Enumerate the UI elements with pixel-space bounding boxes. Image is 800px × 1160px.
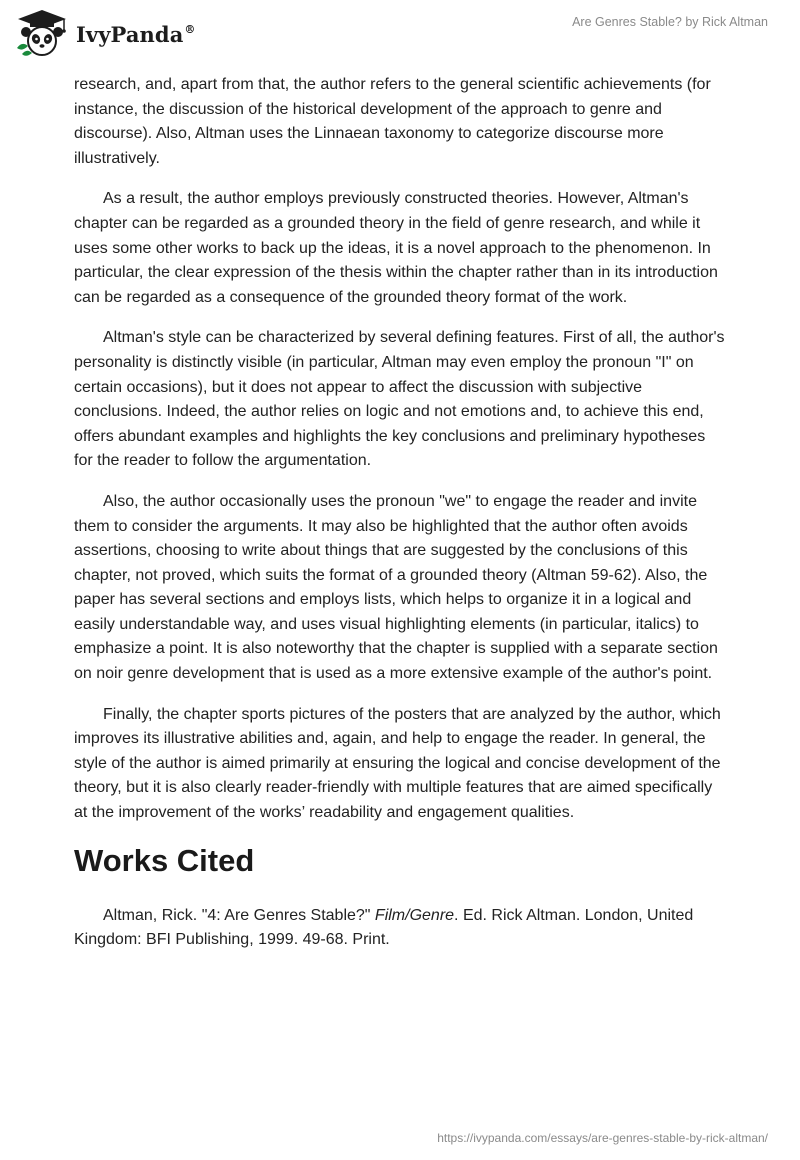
citation-publication: . Ed. Rick Altman. London, United Kingdom: BFI Publishing, 1999. 49-68. Print. bbox=[74, 906, 694, 949]
registered-mark: ® bbox=[184, 22, 196, 36]
paragraph: research, and, apart from that, the author refers to the general scientific achievements (for instance, the discussion of the historical development of the approach to genre and discourse). Also, Altman uses the Linnaean taxonomy to categorize discourse more illustratively. bbox=[74, 76, 711, 167]
citation-author-title: Altman, Rick. "4: Are Genres Stable?" bbox=[103, 906, 375, 924]
brand-logo[interactable] bbox=[14, 8, 196, 58]
paragraph: As a result, the author employs previously constructed theories. However, Altman's chapter can be regarded as a grounded theory in the field of genre research, and while it uses some other works to back up the ideas, it is a novel approach to the phenomenon. In particular, the clear expression of the thesis within the chapter rather than in its introduction can be regarded as a consequence of the grounded theory format of the work. bbox=[74, 190, 718, 306]
paragraph: Also, the author occasionally uses the pronoun "we" to engage the reader and invite them to consider the arguments. It may also be highlighted that the author often avoids assertions, choosing to write about things that are suggested by the conclusions of this chapter, not proved, which suits the format of a grounded theory (Altman 59-62). Also, the paper has several sections and employs lists, which helps to organize it in a logical and easily understandable way, and uses visual highlighting elements (in particular, italics) to emphasize a point. It is also noteworthy that the chapter is supplied with a separate section on noir genre development that is used as a more extensive example of the author's point. bbox=[74, 492, 718, 683]
paragraph: Finally, the chapter sports pictures of the posters that are analyzed by the author, which improves its illustrative abilities and, again, and help to engage the reader. In general, the style of the author is aimed primarily at ensuring the logical and concise development of the theory, but it is also clearly reader-friendly with multiple features that are aimed specifically at the improvement of the works’ readability and engagement qualities. bbox=[74, 705, 721, 822]
citation-book-title: Film/Genre bbox=[374, 906, 455, 924]
source-url[interactable]: https://ivypanda.com/essays/are-genres-stable-by-rick-altman/ bbox=[437, 1131, 768, 1145]
essay-body bbox=[74, 73, 726, 969]
paragraph: Altman's style can be characterized by several defining features. First of all, the author's personality is distinctly visible (in particular, Altman may even employ the pronoun "I" on certain occasions), but it does not appear to affect the discussion with subjective conclusions. Indeed, the author relies on logic and not emotions and, to achieve this end, offers abundant examples and highlights the key conclusions and preliminary hypotheses for the reader to follow the argumentation. bbox=[74, 329, 725, 470]
brand-name: IvyPanda® bbox=[76, 21, 196, 47]
works-cited-heading: Works Cited bbox=[74, 842, 255, 878]
page-header bbox=[0, 0, 800, 70]
document-title: Are Genres Stable? by Rick Altman bbox=[572, 15, 768, 29]
citation-entry bbox=[74, 904, 726, 953]
panda-logo-icon bbox=[14, 8, 70, 58]
